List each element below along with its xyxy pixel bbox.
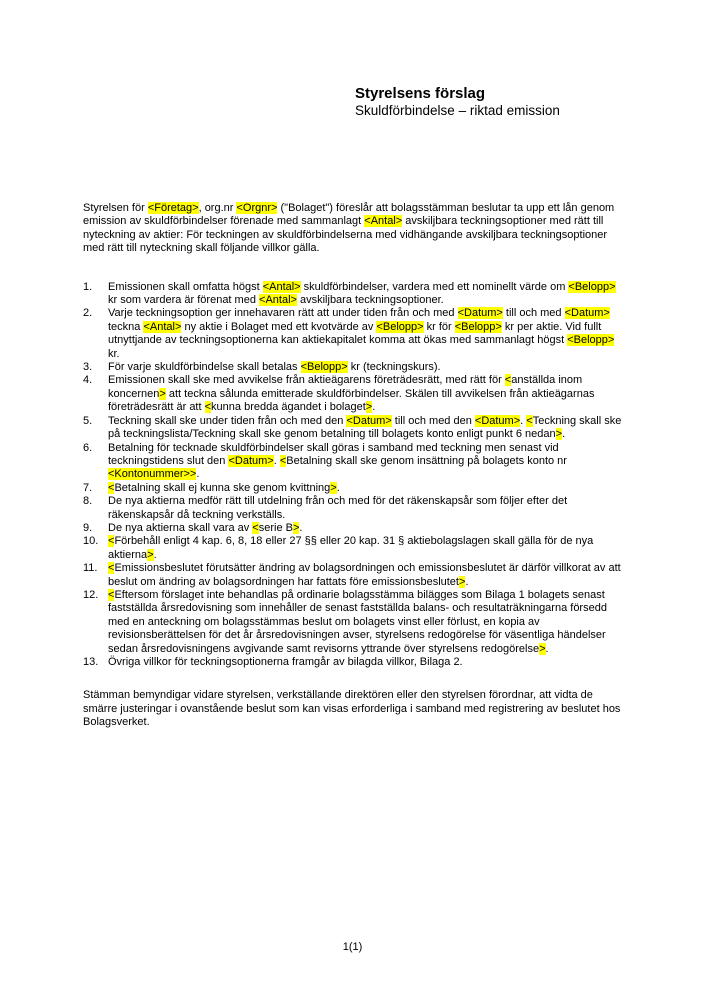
text-run: Styrelsen för	[83, 202, 148, 214]
term-item-number: 13.	[83, 656, 99, 668]
text-run: teckna	[108, 320, 144, 333]
text-run: serie B	[258, 521, 293, 534]
term-item-text	[108, 307, 622, 361]
placeholder-highlight: <Belopp>	[300, 361, 348, 374]
text-run: kr per aktie. Vid fullt utnyttjande av teckningsoptionerna kan aktiekapitalet komma att ökas med sammanlagt högst	[108, 320, 602, 347]
text-run: .	[196, 468, 200, 481]
text-run: till och med	[502, 307, 565, 320]
term-item-13	[83, 656, 622, 669]
placeholder-highlight: <Antal>	[143, 320, 182, 333]
text-run: Betalning skall ej kunna ske genom kvittning	[114, 481, 331, 494]
closing-paragraph	[83, 689, 622, 729]
placeholder-highlight: <	[204, 401, 212, 414]
term-item-text	[108, 415, 622, 442]
placeholder-highlight: <Datum>	[564, 307, 610, 320]
term-item-10	[83, 535, 622, 562]
term-item-2	[83, 307, 622, 361]
text-run: De nya aktierna skall vara av	[108, 521, 253, 534]
text-run: att teckna sålunda emitterade skuldförbindelser. Skälen till avvikelsen från aktieägarnas företrädesrätt är att	[108, 387, 595, 414]
text-run: .	[520, 414, 527, 427]
text-run: kr som vardera är förenat med	[108, 294, 260, 307]
term-item-number: 5.	[83, 414, 93, 427]
text-run: Betalning skall ske genom insättning på bolagets konto nr	[286, 454, 567, 467]
term-item-text	[108, 495, 622, 522]
term-item-number: 4.	[83, 374, 93, 387]
text-run: .	[299, 521, 303, 534]
placeholder-highlight: <	[504, 374, 512, 387]
term-item-number: 12.	[83, 588, 99, 601]
document-title: Styrelsens förslag	[355, 85, 486, 102]
text-run: Emissionen skall omfatta högst	[108, 280, 263, 293]
term-item-number: 9.	[83, 521, 93, 534]
text-run: Varje teckningsoption ger innehavaren rätt att under tiden från och med	[108, 307, 458, 320]
term-item-text	[108, 656, 622, 669]
term-item-9	[83, 522, 622, 535]
text-run: kr.	[108, 347, 120, 360]
placeholder-highlight: <Belopp>	[376, 320, 424, 333]
placeholder-highlight: <Belopp>	[567, 334, 615, 347]
text-run: De nya aktierna medför rätt till utdelning från och med för det räkenskapsår som följer efter det räkenskapsår då teckning verkställs.	[108, 495, 568, 521]
placeholder-highlight: >	[147, 548, 154, 561]
placeholder-highlight: >	[292, 521, 300, 534]
text-run: Emissionsbeslutet förutsätter ändring av bolagsordningen och emissionsbeslutet är därför villkorat av att beslut om ändring av bolagsordningen har fattats före emissionsbeslutet	[108, 562, 621, 588]
term-item-number: 3.	[83, 361, 93, 374]
placeholder-highlight: <Företag>	[147, 202, 199, 214]
term-item-7	[83, 482, 622, 495]
placeholder-highlight: <	[526, 414, 533, 427]
placeholder-highlight: <	[108, 562, 115, 575]
text-run: kr för	[423, 320, 455, 333]
text-run: ("Bolaget") föreslår att bolagsstämman beslutar ta upp ett lån genom emission av skuldförbindelser förenade med sammanlagt	[83, 202, 615, 228]
placeholder-highlight: <Antal>	[259, 294, 297, 307]
term-item-number: 10.	[83, 535, 99, 548]
term-item-text	[108, 522, 622, 535]
term-item-6	[83, 442, 622, 482]
text-run: kr (teckningskurs).	[347, 361, 441, 374]
text-run: .	[273, 454, 280, 467]
term-item-text	[108, 482, 622, 495]
placeholder-highlight: <Orgnr>	[236, 202, 278, 214]
text-run: , org.nr	[198, 202, 237, 214]
document-subtitle: Skuldförbindelse – riktad emission	[355, 103, 560, 118]
text-run: Teckning skall ske på teckningslista/Teckning skall ske genom betalning till bolagets konto enligt punkt 6 nedan	[108, 414, 622, 441]
placeholder-highlight: >	[365, 401, 373, 414]
placeholder-highlight: >	[459, 575, 466, 588]
term-item-4	[83, 374, 622, 414]
term-item-number: 2.	[83, 307, 93, 320]
term-item-number: 7.	[83, 481, 93, 494]
text-run: .	[562, 428, 566, 441]
term-item-text	[108, 535, 622, 562]
term-item-text	[108, 281, 622, 308]
placeholder-highlight: >	[539, 642, 546, 655]
text-run: För varje skuldförbindelse skall betalas	[108, 361, 301, 374]
placeholder-highlight: <Datum>	[346, 414, 392, 427]
placeholder-highlight: >	[555, 428, 563, 441]
term-item-3	[83, 361, 622, 374]
placeholder-highlight: <Datum>	[457, 307, 503, 320]
text-run: Förbehåll enligt 4 kap. 6, 8, 18 eller 27 §§ eller 20 kap. 31 § aktiebolagslagen skall gälla för de nya aktierna	[108, 535, 594, 561]
placeholder-highlight: <Antal>	[364, 215, 403, 228]
text-run: Emissionen skall ske med avvikelse från aktieägarens företrädesrätt, med rätt för	[108, 374, 505, 387]
placeholder-highlight: <Antal>	[262, 280, 301, 293]
term-item-8	[83, 495, 622, 522]
text-run: .	[545, 642, 549, 655]
intro-paragraph	[83, 202, 622, 256]
text-run: Eftersom förslaget inte behandlas på ordinarie bolagsstämma bilägges som Bilaga 1 bolagets senast fastställda årsredovisning som innehåller de senast fastställda balans- och resultaträkningarna försedd med en anteckning om bolagsstämmas beslut om bolagets vinst eller förlust, en kopia av revisionsberättelsen för det år årsredovisningen avser, styrelsens redogörelse för väsentliga händelser sedan årsredovisningens avgivande samt revisorns yttrande över styrelsens redogörelse	[108, 588, 607, 655]
text-run: Betalning för tecknade skuldförbindelser skall göras i samband med teckning men senast vid teckningstidens slut den	[108, 441, 559, 467]
term-item-number: 6.	[83, 441, 93, 454]
text-run: .	[153, 548, 157, 561]
term-item-12	[83, 589, 622, 656]
page-number: 1(1)	[342, 941, 363, 953]
placeholder-highlight: <Datum>	[228, 454, 274, 467]
term-item-1	[83, 281, 622, 308]
text-run: Stämman bemyndigar vidare styrelsen, verkställande direktören eller den styrelsen förordnar, att vidta de smärre justeringar i ovanstående beslut som kan visas erforderliga i samband med registrering av beslutet hos Bolagsverket.	[83, 689, 621, 729]
placeholder-highlight: <	[279, 454, 287, 467]
placeholder-highlight: <Datum>	[474, 414, 521, 427]
term-item-number: 1.	[83, 280, 93, 293]
placeholder-highlight: <	[252, 521, 259, 534]
term-item-number: 8.	[83, 495, 93, 508]
term-item-text	[108, 562, 622, 589]
placeholder-highlight: <	[108, 588, 115, 601]
text-run: ny aktie i Bolaget med ett kvotvärde av	[181, 320, 377, 333]
term-item-text	[108, 589, 622, 656]
placeholder-highlight: <Belopp>	[454, 320, 502, 333]
placeholder-highlight: <	[108, 481, 115, 494]
placeholder-highlight: <Belopp>	[568, 280, 616, 293]
term-item-text	[108, 442, 622, 482]
text-run: avskiljbara teckningsoptioner med rätt till nyteckning av aktier: För teckningen av skuldförbindelserna med vidhängande avskiljbara teckningsoptioner med rätt till nyteckning skall följande villkor gälla.	[83, 215, 608, 255]
text-run: anställda inom koncernen	[108, 374, 583, 400]
text-run: .	[336, 481, 340, 494]
text-run: till och med den	[391, 414, 475, 427]
title-block	[355, 84, 622, 119]
terms-list	[83, 281, 622, 670]
term-item-11	[83, 562, 622, 589]
placeholder-highlight: >	[330, 481, 337, 494]
text-run: Övriga villkor för teckningsoptionerna framgår av bilagda villkor, Bilaga 2.	[108, 656, 463, 668]
term-item-text	[108, 361, 622, 374]
placeholder-highlight: <Kontonummer>>	[108, 468, 197, 481]
text-run: .	[372, 401, 376, 414]
term-item-text	[108, 374, 622, 414]
text-run: .	[465, 575, 469, 588]
text-run: kunna bredda ägandet i bolaget	[211, 401, 366, 414]
term-item-number: 11.	[83, 562, 98, 575]
term-item-5	[83, 415, 622, 442]
text-run: Teckning skall ske under tiden från och med den	[108, 414, 347, 427]
placeholder-highlight: >	[159, 387, 166, 400]
text-run: skuldförbindelser, vardera med ett nominellt värde om	[300, 280, 569, 293]
placeholder-highlight: <	[108, 535, 115, 548]
text-run: avskiljbara teckningsoptioner.	[296, 294, 444, 307]
